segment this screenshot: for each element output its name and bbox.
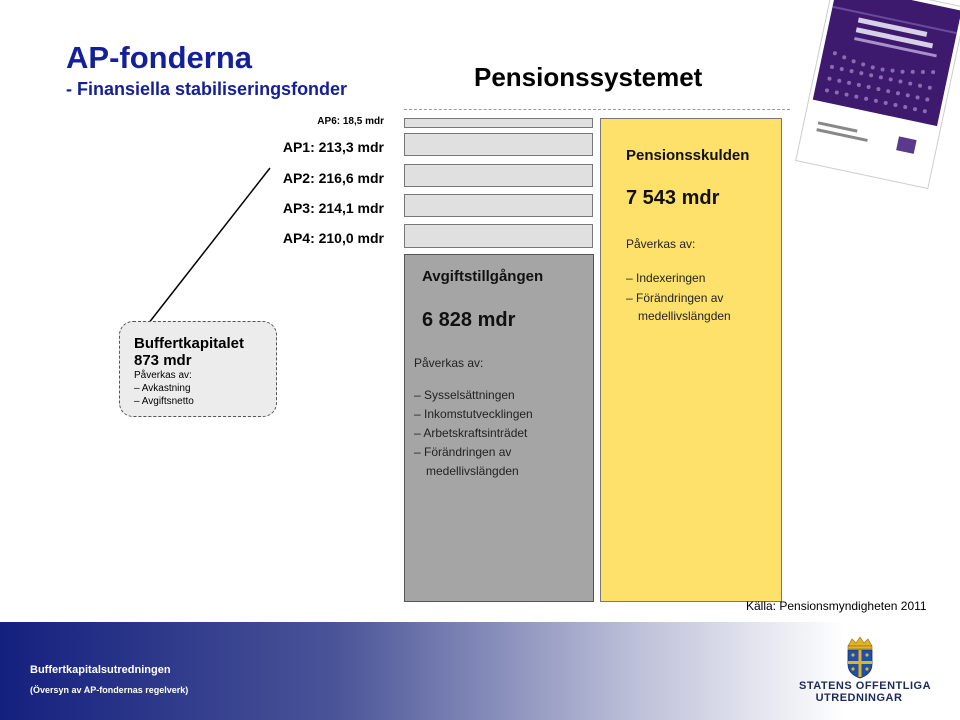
fund-label-ap4: AP4: 210,0 mdr: [282, 230, 384, 246]
report-cover-image: [782, 0, 960, 210]
fund-label-ap2: AP2: 216,6 mdr: [282, 170, 384, 186]
liability-factor: medellivslängden: [638, 309, 731, 323]
asset-box: [404, 254, 594, 602]
liability-factor-list: [626, 267, 731, 325]
buffer-title: Buffertkapitalet: [134, 335, 245, 352]
asset-factor-list: [414, 386, 533, 481]
page-title: AP-fonderna: [66, 40, 252, 75]
sou-logo-text: UTREDNINGAR: [815, 692, 903, 704]
buffer-factor: – Avkastning: [134, 383, 191, 394]
asset-heading: Avgiftstillgången: [422, 268, 544, 285]
buffer-capital-box: [119, 321, 277, 417]
fund-label-ap6: AP6: 18,5 mdr: [317, 116, 384, 127]
source-note: Källa: Pensionsmyndigheten 2011: [746, 599, 927, 613]
page-subtitle: - Finansiella stabiliseringsfonder: [66, 79, 348, 99]
crown-crest-icon: [840, 634, 880, 680]
footer-subtitle: (Översyn av AP-fondernas regelverk): [30, 685, 189, 695]
asset-value: 6 828 mdr: [422, 309, 516, 331]
liability-box: [600, 118, 782, 602]
fund-label-ap1: AP1: 213,3 mdr: [282, 139, 384, 155]
asset-factor: – Förändringen av: [414, 445, 512, 459]
liability-value: 7 543 mdr: [626, 187, 720, 209]
liability-factor: – Förändringen av: [626, 291, 724, 305]
liability-heading: Pensionsskulden: [626, 147, 750, 164]
asset-factor: – Arbetskraftsinträdet: [414, 426, 528, 440]
fund-label-ap3: AP3: 214,1 mdr: [282, 200, 384, 216]
buffer-affected-label: Påverkas av:: [134, 370, 192, 381]
liability-factor: – Indexeringen: [626, 271, 706, 285]
liability-affected-label: Påverkas av:: [626, 237, 696, 251]
asset-affected-label: Påverkas av:: [414, 356, 484, 370]
asset-factor: – Inkomstutvecklingen: [414, 407, 533, 421]
buffer-factor: – Avgiftsnetto: [134, 396, 194, 407]
asset-factor: – Sysselsättningen: [414, 388, 515, 402]
buffer-value: 873 mdr: [134, 352, 192, 369]
diagram-title: Pensionssystemet: [474, 62, 703, 92]
footer-title: Buffertkapitalsutredningen: [30, 664, 171, 676]
asset-factor: medellivslängden: [426, 464, 519, 478]
sou-logo-text: STATENS OFFENTLIGA: [799, 680, 932, 692]
